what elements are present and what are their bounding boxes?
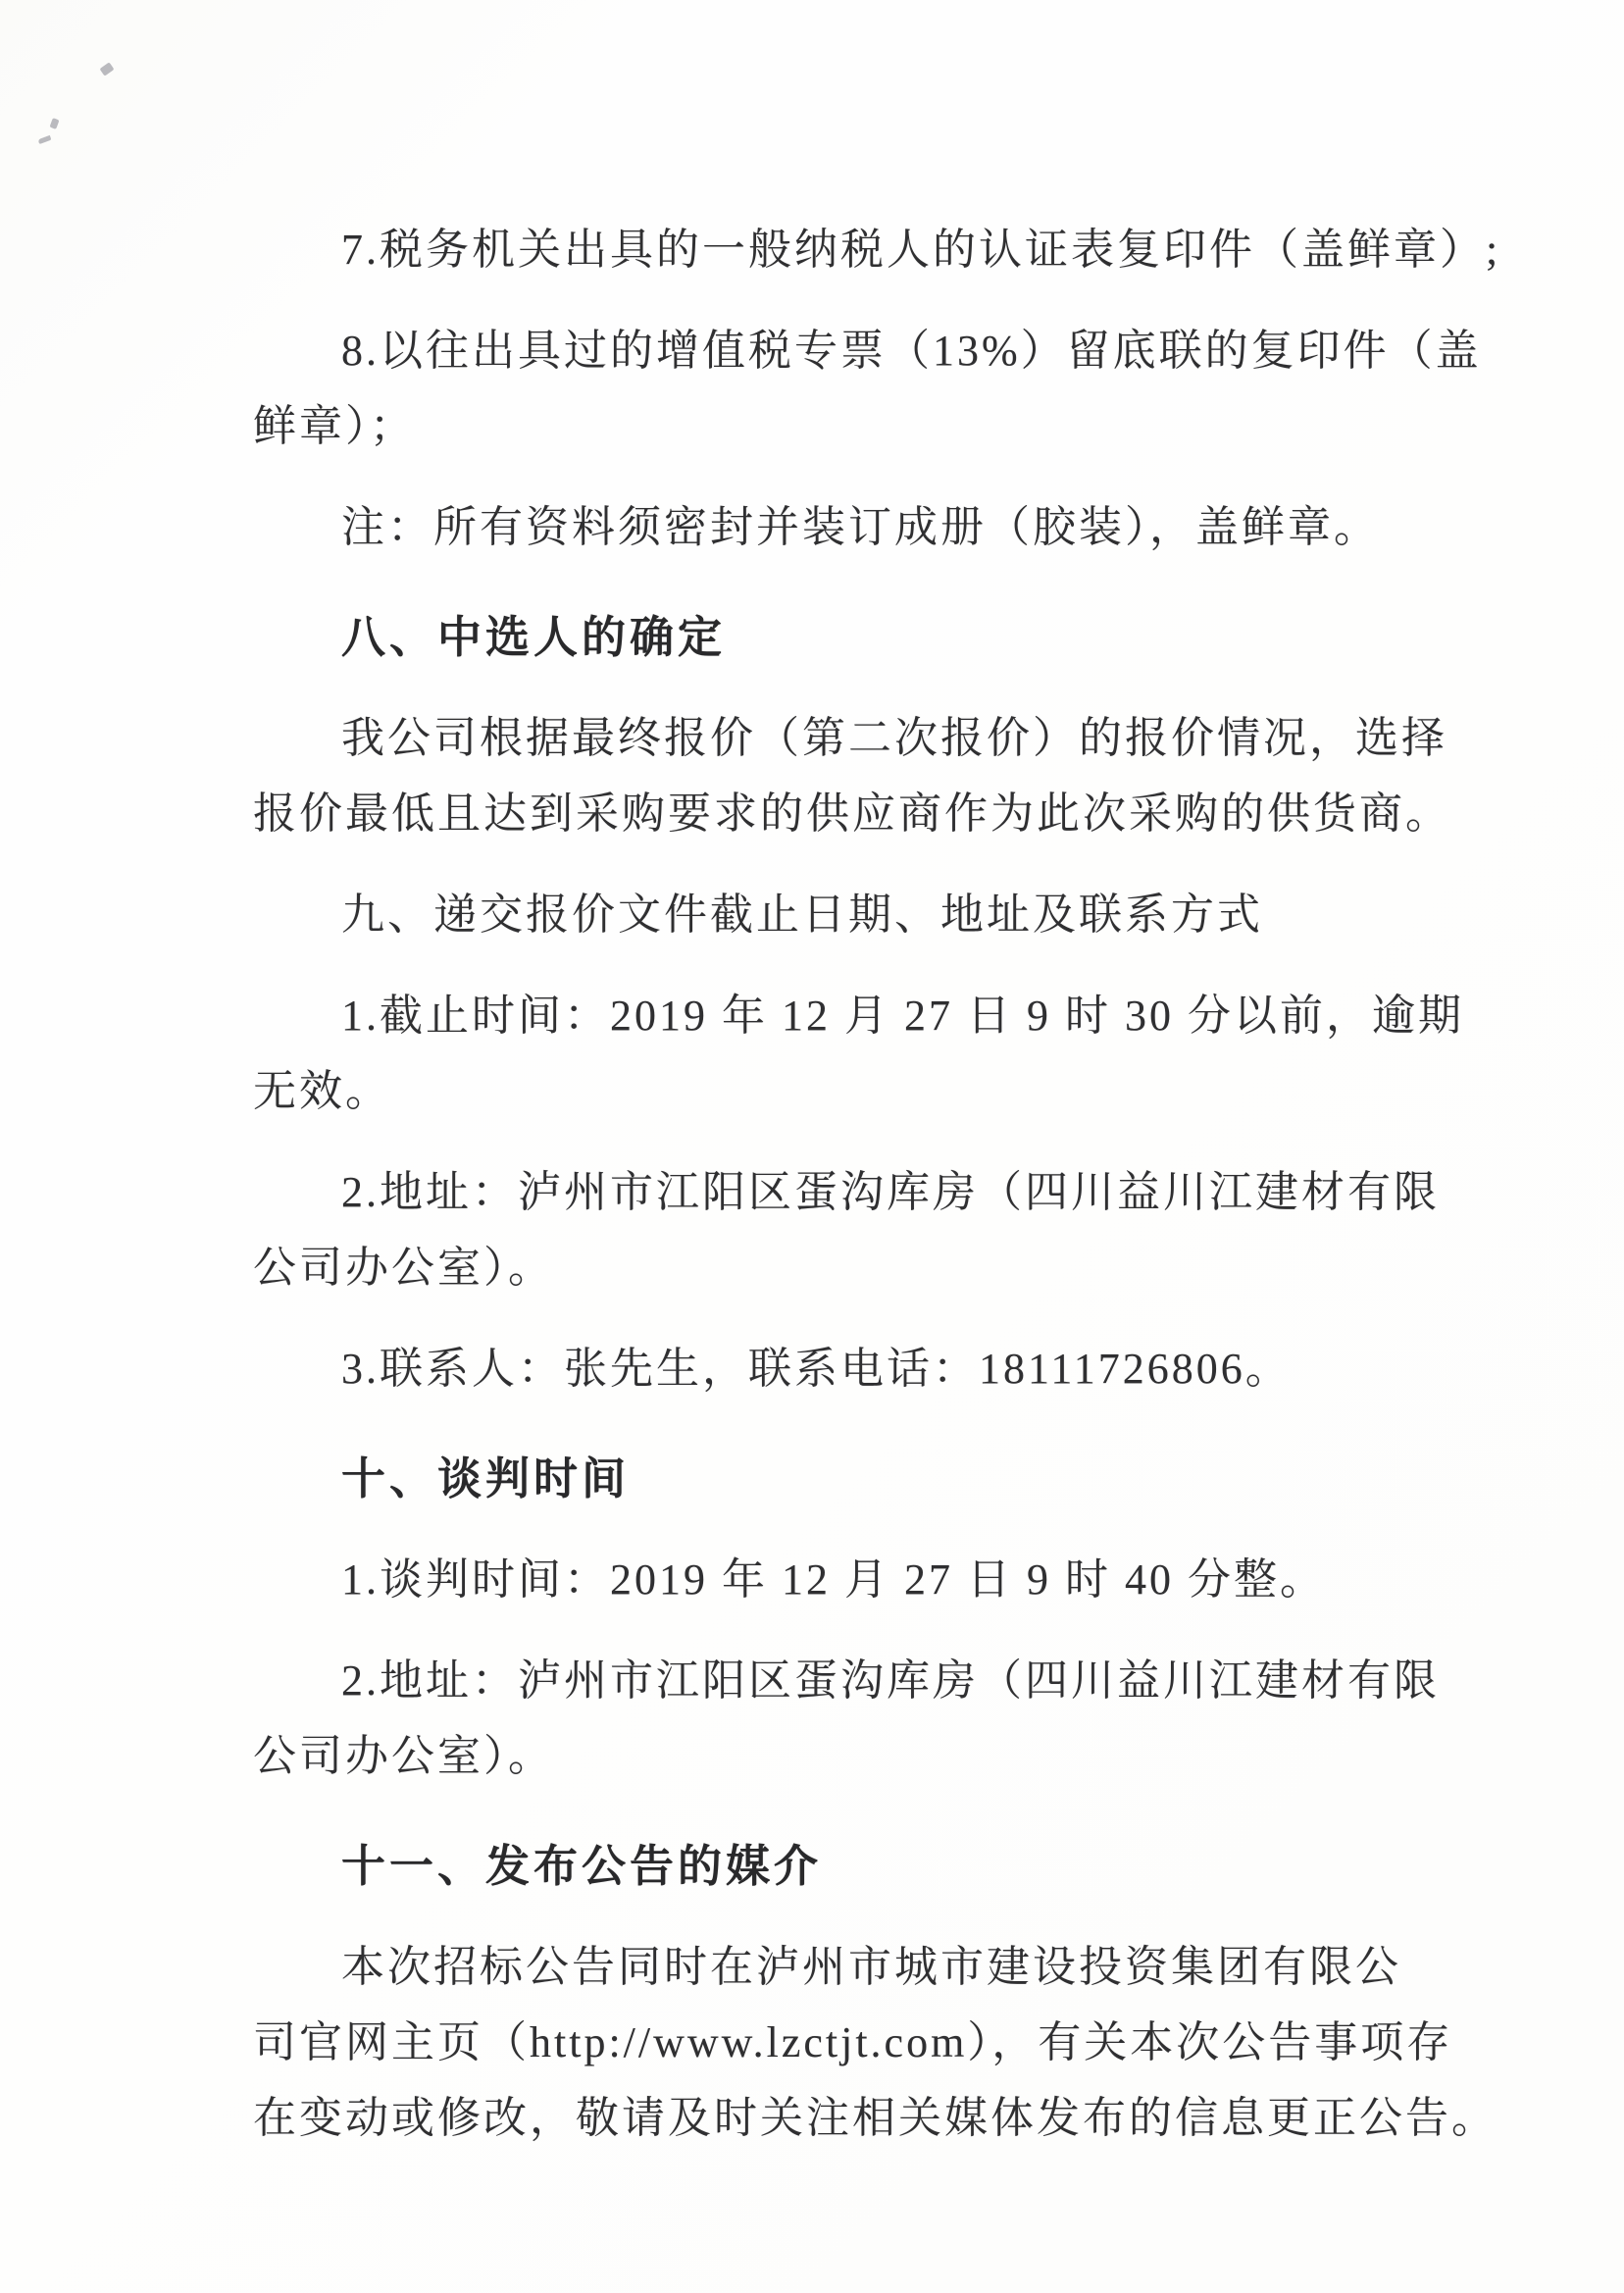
section-heading: 十一、发布公告的媒介	[341, 1841, 823, 1891]
text-line: 3.联系人：张先生，联系电话：18111726806。	[341, 1345, 1292, 1393]
text-line: 8.以往出具过的增值税专票（13%）留底联的复印件（盖	[341, 327, 1482, 375]
section-heading: 八、中选人的确定	[341, 612, 727, 662]
text-line: 1.谈判时间：2019 年 12 月 27 日 9 时 40 分整。	[341, 1555, 1326, 1604]
text-line: 九、递交报价文件截止日期、地址及联系方式	[341, 891, 1263, 939]
document-page	[253, 221, 1501, 2148]
text-line: 本次招标公告同时在泸州市城市建设投资集团有限公	[341, 1943, 1401, 1991]
text-line: 公司办公室）。	[253, 1732, 554, 1780]
text-line: 7.税务机关出具的一般纳税人的认证表复印件（盖鲜章）;	[341, 226, 1501, 274]
text-line: 在变动或修改，敬请及时关注相关媒体发布的信息更正公告。	[253, 2094, 1497, 2142]
text-line: 2.地址：泸州市江阳区蛋沟库房（四川益川江建材有限	[341, 1168, 1440, 1216]
text-line: 报价最低且达到采购要求的供应商作为此次采购的供货商。	[253, 790, 1451, 838]
text-line: 注：所有资料须密封并装订成册（胶装），盖鲜章。	[341, 503, 1380, 551]
text-line: 2.地址：泸州市江阳区蛋沟库房（四川益川江建材有限	[341, 1656, 1440, 1705]
text-line: 司官网主页（http://www.lzctjt.com），有关本次公告事项存	[253, 2018, 1453, 2066]
text-line: 我公司根据最终报价（第二次报价）的报价情况，选择	[341, 714, 1447, 762]
text-line: 公司办公室）。	[253, 1244, 554, 1292]
text-line: 鲜章）；	[253, 402, 416, 450]
text-line: 1.截止时间：2019 年 12 月 27 日 9 时 30 分以前，逾期	[341, 992, 1464, 1040]
section-heading: 十、谈判时间	[341, 1453, 631, 1503]
text-line: 无效。	[253, 1067, 391, 1115]
